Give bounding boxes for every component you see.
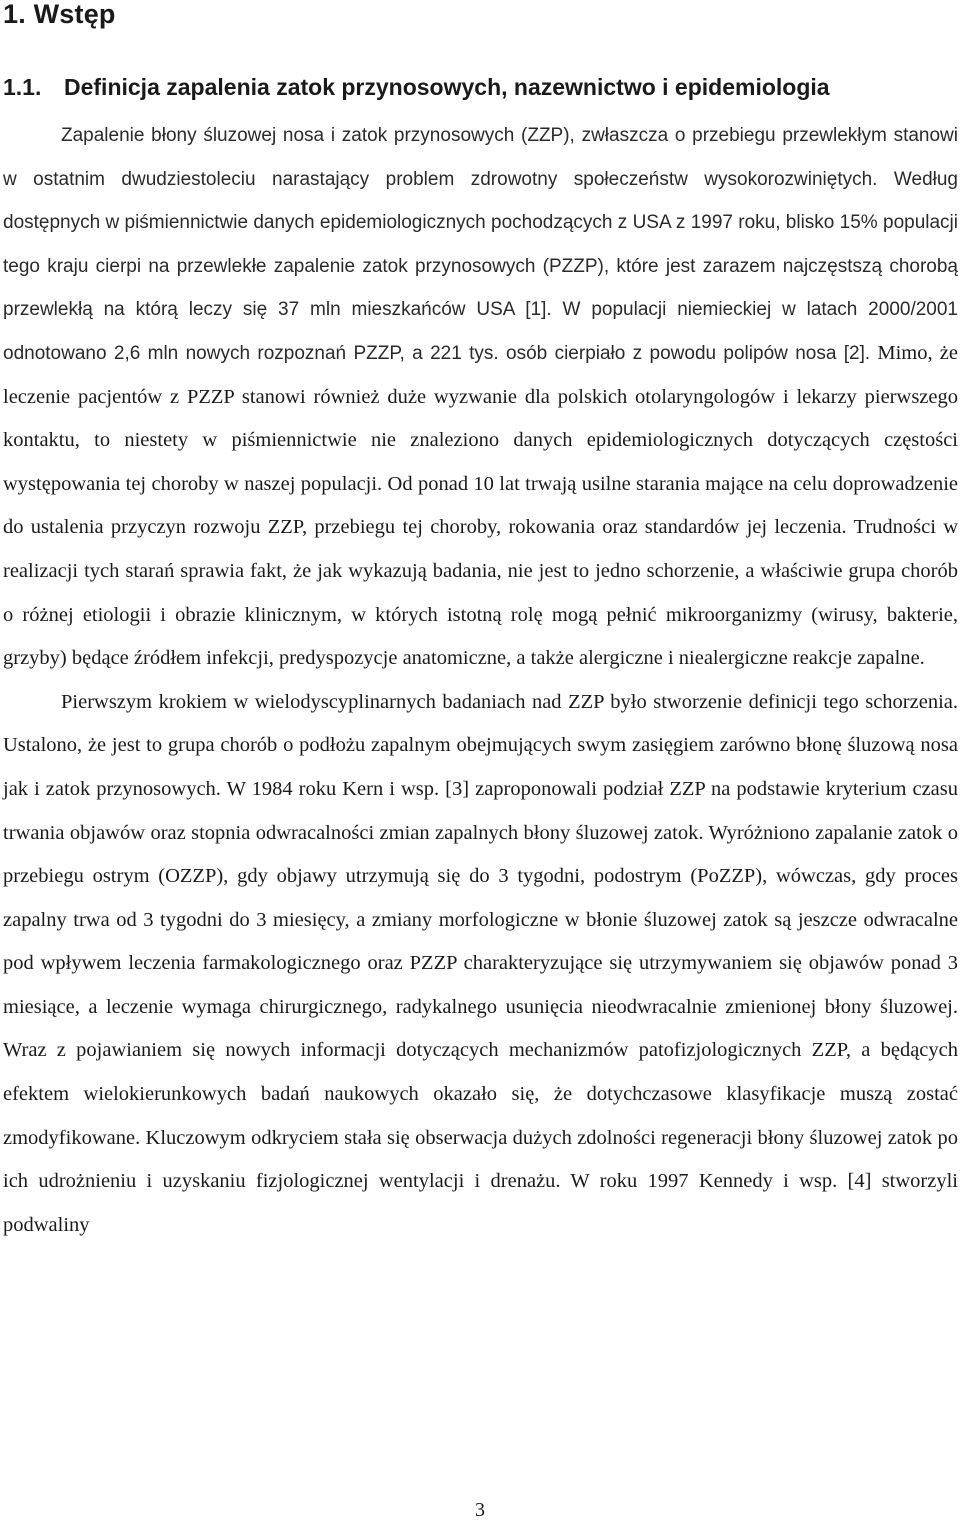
paragraph-1-serif-segment: Mimo, że leczenie pacjentów z PZZP stanowi również duże wyzwanie dla polskich otolaryngologów i lekarzy pierwszego kontaktu, to niestety w piśmiennictwie nie znaleziono danych epidemiologicznych dotyczących częstości występowania tej choroby w naszej populacji. Od ponad 10 lat trwają usilne starania mające na celu doprowadzenie do ustalenia przyczyn rozwoju ZZP, przebiegu tej choroby, rokowania oraz standardów jej leczenia. Trudności w realizacji tych starań sprawia fakt, że jak wykazują badania, nie jest to jedno schorzenie, a właściwie grupa chorób o różnej etiologii i obrazie klinicznym, w których istotną rolę mogą pełnić mikroorganizmy (wirusy, bakterie, grzyby) będące źródłem infekcji, predyspozycje anatomiczne, a także alergiczne i niealergiczne reakcje zapalne. [3, 341, 958, 670]
section-heading [3, 71, 830, 103]
body-text [3, 114, 958, 1247]
section-title: Definicja zapalenia zatok przynosowych, nazewnictwo i epidemiologia [64, 74, 830, 100]
chapter-heading: 1. Wstęp [3, 0, 116, 29]
paragraph-2 [3, 681, 958, 1248]
paragraph-1 [3, 114, 958, 681]
paragraph-2-text: Pierwszym krokiem w wielodyscyplinarnych badaniach nad ZZP było stworzenie definicji tego schorzenia. Ustalono, że jest to grupa chorób o podłożu zapalnym obejmujących swym zasięgiem zarówno błonę śluzową nosa jak i zatok przynosowych. W 1984 roku Kern i wsp. [3] zaproponowali podział ZZP na podstawie kryterium czasu trwania objawów oraz stopnia odwracalności zmian zapalnych błony śluzowej zatok. Wyróżniono zapalanie zatok o przebiegu ostrym (OZZP), gdy objawy utrzymują się do 3 tygodni, podostrym (PoZZP), wówczas, gdy proces zapalny trwa od 3 tygodni do 3 miesięcy, a zmiany morfologiczne w błonie śluzowej zatok są jeszcze odwracalne pod wpływem leczenia farmakologicznego oraz PZZP charakteryzujące się utrzymywaniem się objawów ponad 3 miesiące, a leczenie wymaga chirurgicznego, radykalnego usunięcia nieodwracalnie zmienionej błony śluzowej. Wraz z pojawianiem się nowych informacji dotyczących mechanizmów patofizjologicznych ZZP, a będących efektem wielokierunkowych badań naukowych okazało się, że dotychczasowe klasyfikacje muszą zostać zmodyfikowane. Kluczowym odkryciem stała się obserwacja dużych zdolności regeneracji błony śluzowej zatok po ich udrożnieniu i uzyskaniu fizjologicznej wentylacji i drenażu. W roku 1997 Kennedy i wsp. [4] stworzyli podwaliny [3, 690, 958, 1236]
section-number: 1.1. [3, 74, 42, 100]
paragraph-1-sans-segment: Zapalenie błony śluzowej nosa i zatok przynosowych (ZZP), zwłaszcza o przebiegu przewlekłym stanowi w ostatnim dwudziestoleciu narastający problem zdrowotny społeczeństw wysokorozwiniętych. Według dostępnych w piśmiennictwie danych epidemiologicznych pochodzących z USA z 1997 roku, blisko 15% populacji tego kraju cierpi na przewlekłe zapalenie zatok przynosowych (PZZP), które jest zarazem najczęstszą chorobą przewlekłą na którą leczy się 37 mln mieszkańców USA [1]. W populacji niemieckiej w latach 2000/2001 odnotowano 2,6 mln nowych rozpoznań PZZP, a 221 tys. osób cierpiało z powodu polipów nosa [2]. [3, 125, 958, 364]
page-number: 3 [475, 1499, 485, 1521]
